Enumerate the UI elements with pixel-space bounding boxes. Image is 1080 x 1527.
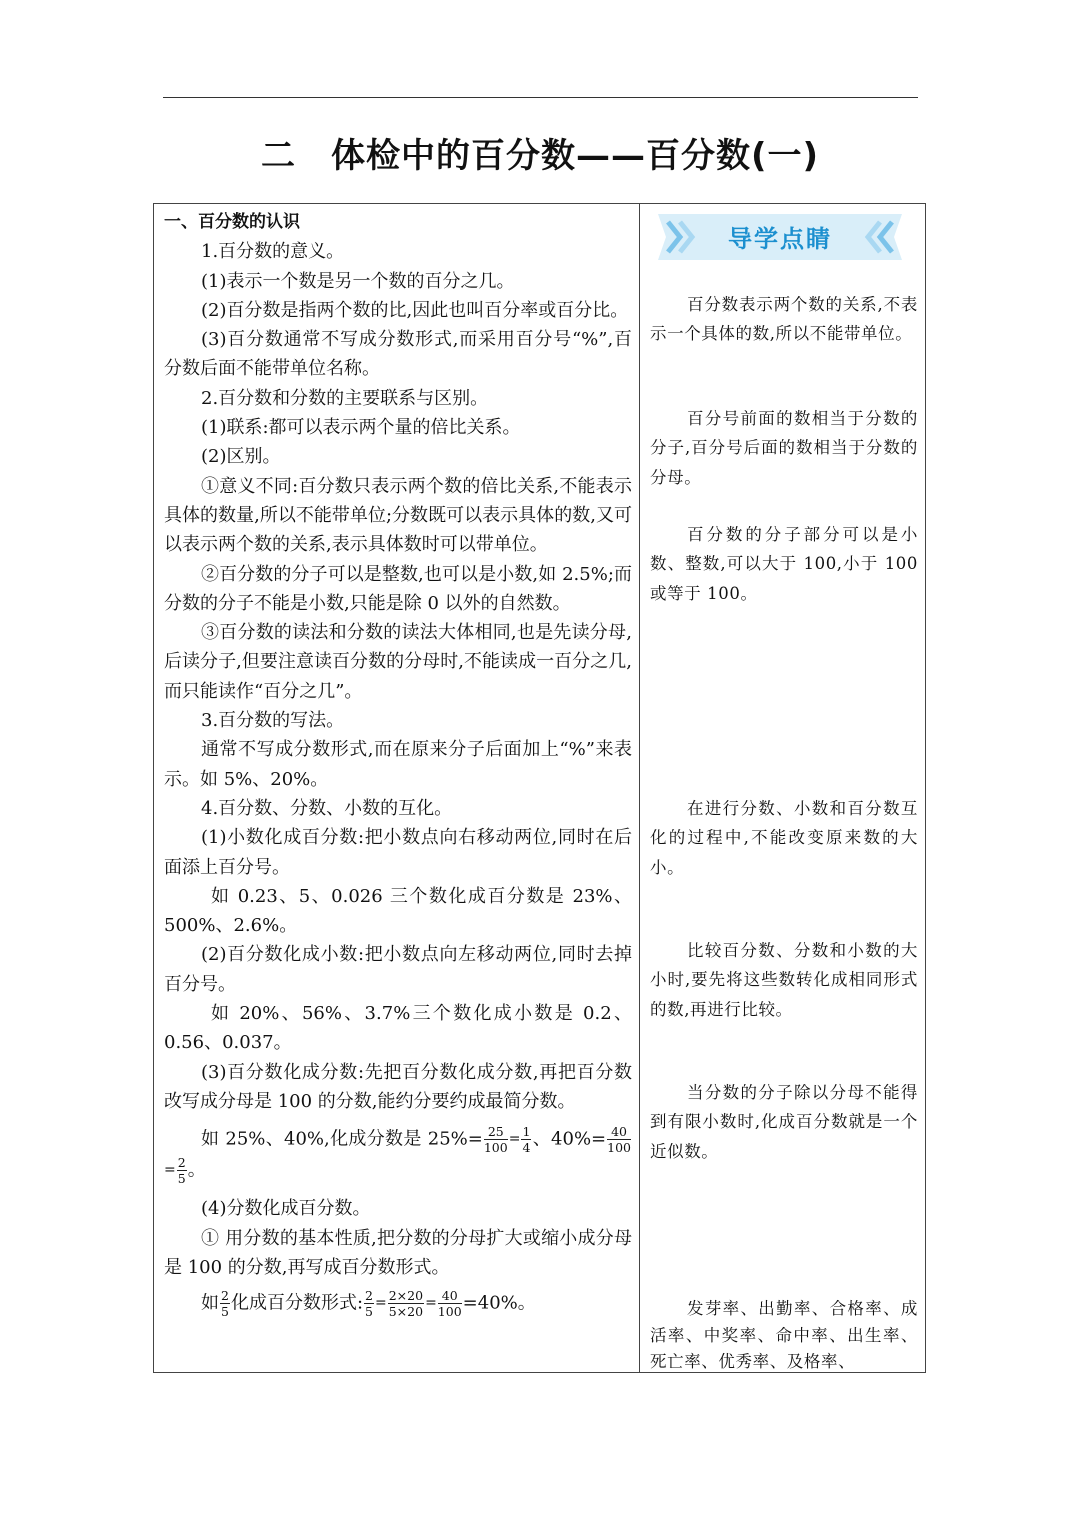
column-divider bbox=[639, 204, 640, 1372]
text-line: (2)百分数化成小数:把小数点向左移动两位,同时去掉百分号。 bbox=[164, 944, 632, 995]
text-line: ① 用分数的基本性质,把分数的分母扩大或缩小成分母是 100 的分数,再写成百分数形式。 bbox=[164, 1227, 632, 1278]
formula-prefix: 如 25%、40%,化成分数是 25%= bbox=[201, 1128, 483, 1150]
text-line: (4)分数化成百分数。 bbox=[201, 1198, 371, 1220]
text-line: (3)百分数化成分数:先把百分数化成分数,再把百分数改写成分母是 100 的分数,能约分要约成最简分数。 bbox=[164, 1061, 632, 1112]
section-heading: 一、百分数的认识 bbox=[164, 212, 300, 232]
fraction: $\frac{2}{5}$ bbox=[177, 1155, 186, 1187]
text-line: (1)表示一个数是另一个数的百分之几。 bbox=[201, 270, 515, 292]
fraction: $\frac{40}{100}$ bbox=[607, 1124, 631, 1156]
right-column bbox=[650, 204, 918, 1372]
text-line: 1.百分数的意义。 bbox=[201, 241, 345, 263]
tip-note: 百分号前面的数相当于分数的分子,百分号后面的数相当于分数的分母。 bbox=[650, 409, 918, 487]
text-line: 如 20%、56%、3.7%三个数化成小数是 0.2、0.56、0.037。 bbox=[164, 1003, 632, 1054]
formula-mid: 化成百分数形式: bbox=[230, 1292, 364, 1314]
text-line: (2)百分数是指两个数的比,因此也叫百分率或百分比。 bbox=[201, 299, 629, 321]
fraction: $\frac{40}{100}$ bbox=[437, 1288, 462, 1320]
equals-sign: = bbox=[374, 1294, 387, 1311]
text-line: (3)百分数通常不写成分数形式,而采用百分号“%”,百分数后面不能带单位名称。 bbox=[164, 329, 632, 380]
tip-note: 当分数的分子除以分母不能得到有限小数时,化成百分数就是一个近似数。 bbox=[650, 1083, 918, 1161]
text-line: 通常不写成分数形式,而在原来分子后面加上“%”来表示。如 5%、20%。 bbox=[164, 739, 632, 790]
text-line: ②百分数的分子可以是整数,也可以是小数,如 2.5%;而分数的分子不能是小数,只能是除 0 以外的自然数。 bbox=[164, 563, 632, 614]
tip-note: 百分数的分子部分可以是小数、整数,可以大于 100,小于 100 或等于 100。 bbox=[650, 525, 918, 603]
fraction: $\frac{25}{100}$ bbox=[483, 1124, 508, 1156]
formula-prefix: 如 bbox=[201, 1292, 219, 1314]
tip-note: 比较百分数、分数和小数的大小时,要先将这些数转化成相同形式的数,再进行比较。 bbox=[650, 941, 918, 1019]
text-line: (2)区别。 bbox=[201, 446, 281, 468]
text-line: (1)小数化成百分数:把小数点向右移动两位,同时在后面添上百分号。 bbox=[164, 827, 632, 878]
fraction: $\frac{1}{4}$ bbox=[522, 1124, 531, 1156]
equals-sign: = bbox=[425, 1294, 437, 1311]
text-line: 3.百分数的写法。 bbox=[201, 710, 345, 732]
text-line: ①意义不同:百分数只表示两个数的倍比关系,不能表示具体的数量,所以不能带单位;分数既可以表示具体的数,又可以表示两个数的关系,表示具体数时可以带单位。 bbox=[164, 475, 632, 556]
text-line: (1)联系:都可以表示两个量的倍比关系。 bbox=[201, 417, 521, 439]
equals-sign: = bbox=[164, 1162, 176, 1179]
text-line: ③百分数的读法和分数的读法大体相同,也是先读分母,后读分子,但要注意读百分数的分母时,不能读成一百分之几,而只能读作“百分之几”。 bbox=[164, 622, 632, 702]
formula-end: 。 bbox=[187, 1159, 206, 1181]
fraction: $\frac{2\times 20}{5\times 20}$ bbox=[388, 1288, 424, 1320]
tip-banner-title: 导学点睛 bbox=[728, 225, 832, 253]
text-line: 2.百分数和分数的主要联系与区别。 bbox=[201, 387, 489, 409]
left-column bbox=[164, 208, 632, 1319]
formula-mid: 、40%= bbox=[532, 1128, 607, 1150]
fraction: $\frac{2}{5}$ bbox=[365, 1288, 373, 1320]
formula-line bbox=[164, 1288, 632, 1319]
equals-sign: = bbox=[508, 1131, 521, 1148]
formula-line bbox=[164, 1124, 632, 1186]
tip-note: 发芽率、出勤率、合格率、成活率、中奖率、命中率、出生率、死亡率、优秀率、及格率、 bbox=[650, 1299, 918, 1371]
formula-end: =40%。 bbox=[462, 1292, 536, 1314]
top-rule bbox=[163, 97, 918, 98]
page-title: 二 体检中的百分数——百分数(一) bbox=[260, 136, 820, 176]
content-table bbox=[153, 203, 926, 1373]
text-line: 4.百分数、分数、小数的互化。 bbox=[201, 797, 453, 819]
tip-note: 百分数表示两个数的关系,不表示一个具体的数,所以不能带单位。 bbox=[650, 295, 918, 344]
tip-note: 在进行分数、小数和百分数互化的过程中,不能改变原来数的大小。 bbox=[650, 799, 918, 877]
text-line: 如 0.23、5、0.026 三个数化成百分数是 23%、500%、2.6%。 bbox=[164, 885, 632, 937]
fraction: $\frac{2}{5}$ bbox=[221, 1288, 229, 1320]
